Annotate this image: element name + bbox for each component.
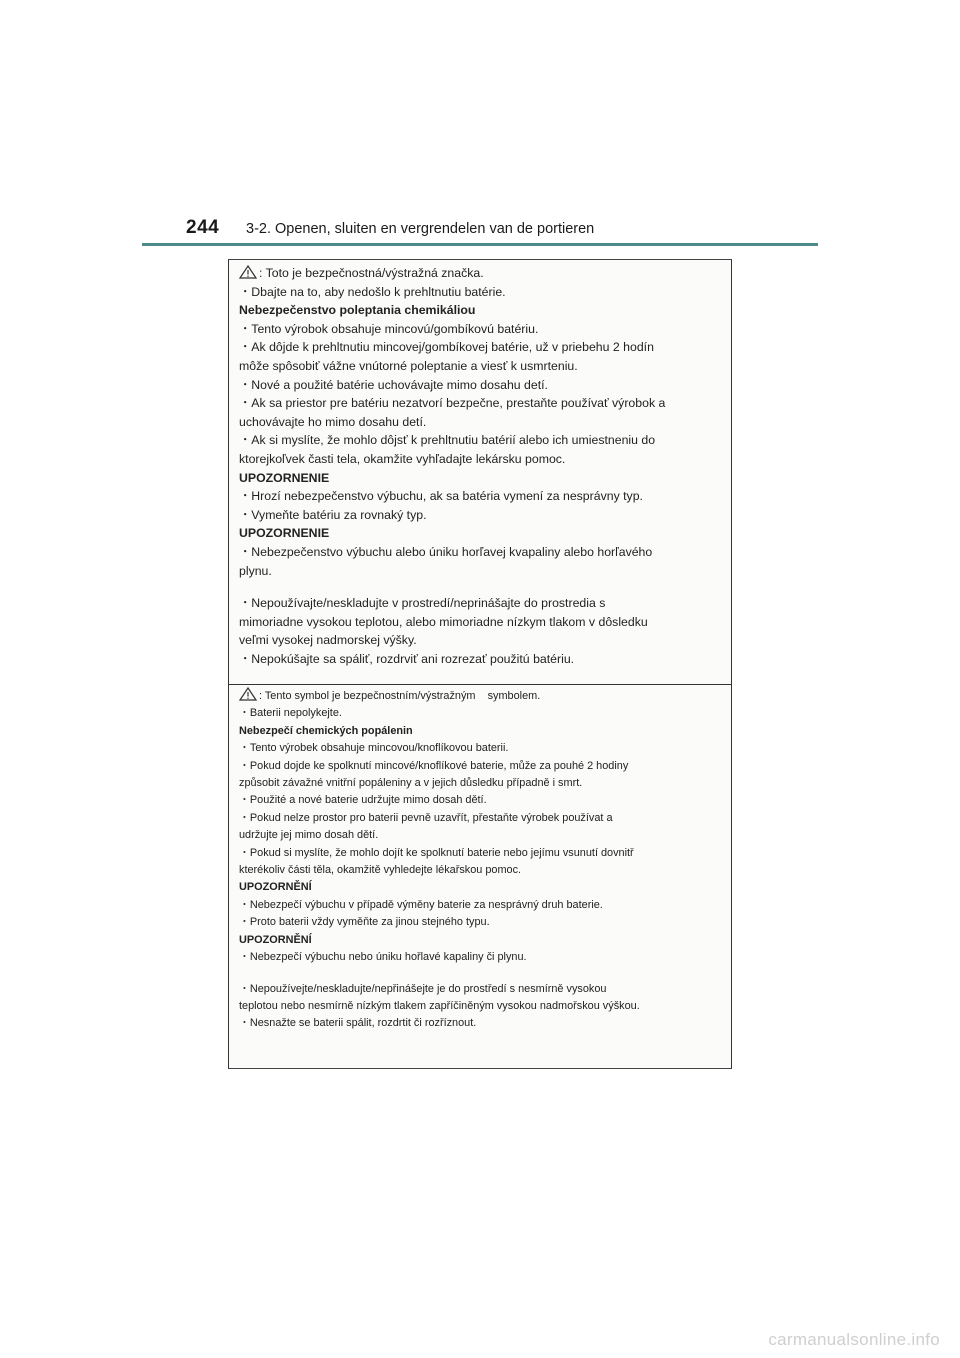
text-line: : Tento symbol je bezpečnostním/výstražným symbolem. bbox=[239, 687, 725, 705]
text-line: ・Nebezpečí výbuchu nebo úniku hořlavé kapaliny či plynu. bbox=[239, 951, 527, 964]
text-line: kterékoliv části těla, okamžitě vyhledejte lékařskou pomoc. bbox=[239, 864, 522, 877]
text-line: ・Nepoužívejte/neskladujte/nepřinášejte je do prostředí s nesmírně vysokou bbox=[239, 982, 607, 995]
text-line: ・Proto baterii vždy vyměňte za jinou stejného typu. bbox=[239, 916, 490, 929]
section-heading: UPOZORNĚNÍ bbox=[239, 933, 312, 946]
section-heading: UPOZORNENIE bbox=[239, 470, 330, 485]
text-line: uchovávajte ho mimo dosahu detí. bbox=[239, 414, 427, 429]
text-line: ・Ak si myslíte, že mohlo dôjsť k prehltnutiu batérií alebo ich umiestneniu do bbox=[239, 433, 656, 448]
section-heading: Nebezpečí chemických popálenin bbox=[239, 724, 413, 737]
section-heading: UPOZORNENIE bbox=[239, 526, 330, 541]
header-rule bbox=[142, 243, 818, 246]
text-line: ・Použité a nové baterie udržujte mimo dosah dětí. bbox=[239, 794, 487, 807]
slovak-warning-panel bbox=[229, 260, 731, 684]
text-line: ・Pokud si myslíte, že mohlo dojít ke spolknutí baterie nebo jejímu vsunutí dovnitř bbox=[239, 846, 634, 859]
text-line: ・Ak sa priestor pre batériu nezatvorí bezpečne, prestaňte používať výrobok a bbox=[239, 396, 666, 411]
text-line: ・Nesnažte se baterii spálit, rozdrtit či rozříznout. bbox=[239, 1017, 477, 1030]
text-line: ・Dbajte na to, aby nedošlo k prehltnutiu batérie. bbox=[239, 284, 506, 299]
section-heading: UPOZORNĚNÍ bbox=[239, 881, 312, 894]
text-line: mimoriadne vysokou teplotou, alebo mimoriadne nízkym tlakom v dôsledku bbox=[239, 614, 648, 629]
text-line: ・Pokud nelze prostor pro baterii pevně uzavřít, přestaňte výrobek používat a bbox=[239, 811, 613, 824]
text-line: ・Ak dôjde k prehltnutiu mincovej/gombíkovej batérie, už v priebehu 2 hodín bbox=[239, 340, 654, 355]
text-line: ・Baterii nepolykejte. bbox=[239, 707, 342, 720]
section-heading: Nebezpečenstvo poleptania chemikáliou bbox=[239, 303, 476, 318]
text-line: ・Tento výrobok obsahuje mincovú/gombíkovú batériu. bbox=[239, 321, 539, 336]
text-line: udržujte jej mimo dosah dětí. bbox=[239, 829, 379, 842]
text-line: plynu. bbox=[239, 563, 272, 578]
text-line: ・Pokud dojde ke spolknutí mincové/knoflíkové baterie, může za pouhé 2 hodiny bbox=[239, 759, 629, 772]
text-line: ・Nepokúšajte sa spáliť, rozdrviť ani rozrezať použitú batériu. bbox=[239, 651, 575, 666]
czech-warning-panel bbox=[229, 684, 731, 1068]
text-line: : Toto je bezpečnostná/výstražná značka. bbox=[239, 264, 725, 283]
text-line: teplotou nebo nesmírně nízkým tlakem zapříčiněným vysokou nadmořskou výškou. bbox=[239, 999, 640, 1012]
text-line: ・Nepoužívajte/neskladujte v prostredí/neprinášajte do prostredia s bbox=[239, 596, 606, 611]
page-number: 244 bbox=[186, 217, 220, 238]
text-line: ・Nebezpečenstvo výbuchu alebo úniku horľavej kvapaliny alebo horľavého bbox=[239, 544, 653, 559]
text-line: ・Nové a použité batérie uchovávajte mimo dosahu detí. bbox=[239, 377, 548, 392]
spacer bbox=[239, 580, 725, 594]
warning-triangle-icon bbox=[239, 687, 257, 701]
battery-warning-scan bbox=[228, 259, 732, 1069]
text-line: způsobit závažné vnitřní popáleniny a v jejich důsledku případně i smrt. bbox=[239, 777, 583, 790]
text-line: ・Nebezpečí výbuchu v případě výměny baterie za nesprávný druh baterie. bbox=[239, 898, 603, 911]
watermark: carmanualsonline.info bbox=[768, 1330, 940, 1349]
text-line: ・Tento výrobek obsahuje mincovou/knoflíkovou baterii. bbox=[239, 742, 509, 755]
spacer bbox=[239, 967, 725, 981]
section-title: 3-2. Openen, sluiten en vergrendelen van de portieren bbox=[246, 221, 595, 237]
text-line: ・Hrozí nebezpečenstvo výbuchu, ak sa batéria vymení za nesprávny typ. bbox=[239, 489, 643, 504]
warning-triangle-icon bbox=[239, 265, 257, 279]
text-line: ・Vymeňte batériu za rovnaký typ. bbox=[239, 507, 427, 522]
text-line: môže spôsobiť vážne vnútorné poleptanie a viesť k usmrteniu. bbox=[239, 358, 578, 373]
text-line: ktorejkoľvek časti tela, okamžite vyhľadajte lekársku pomoc. bbox=[239, 451, 566, 466]
text-line: veľmi vysokej nadmorskej výšky. bbox=[239, 633, 417, 648]
